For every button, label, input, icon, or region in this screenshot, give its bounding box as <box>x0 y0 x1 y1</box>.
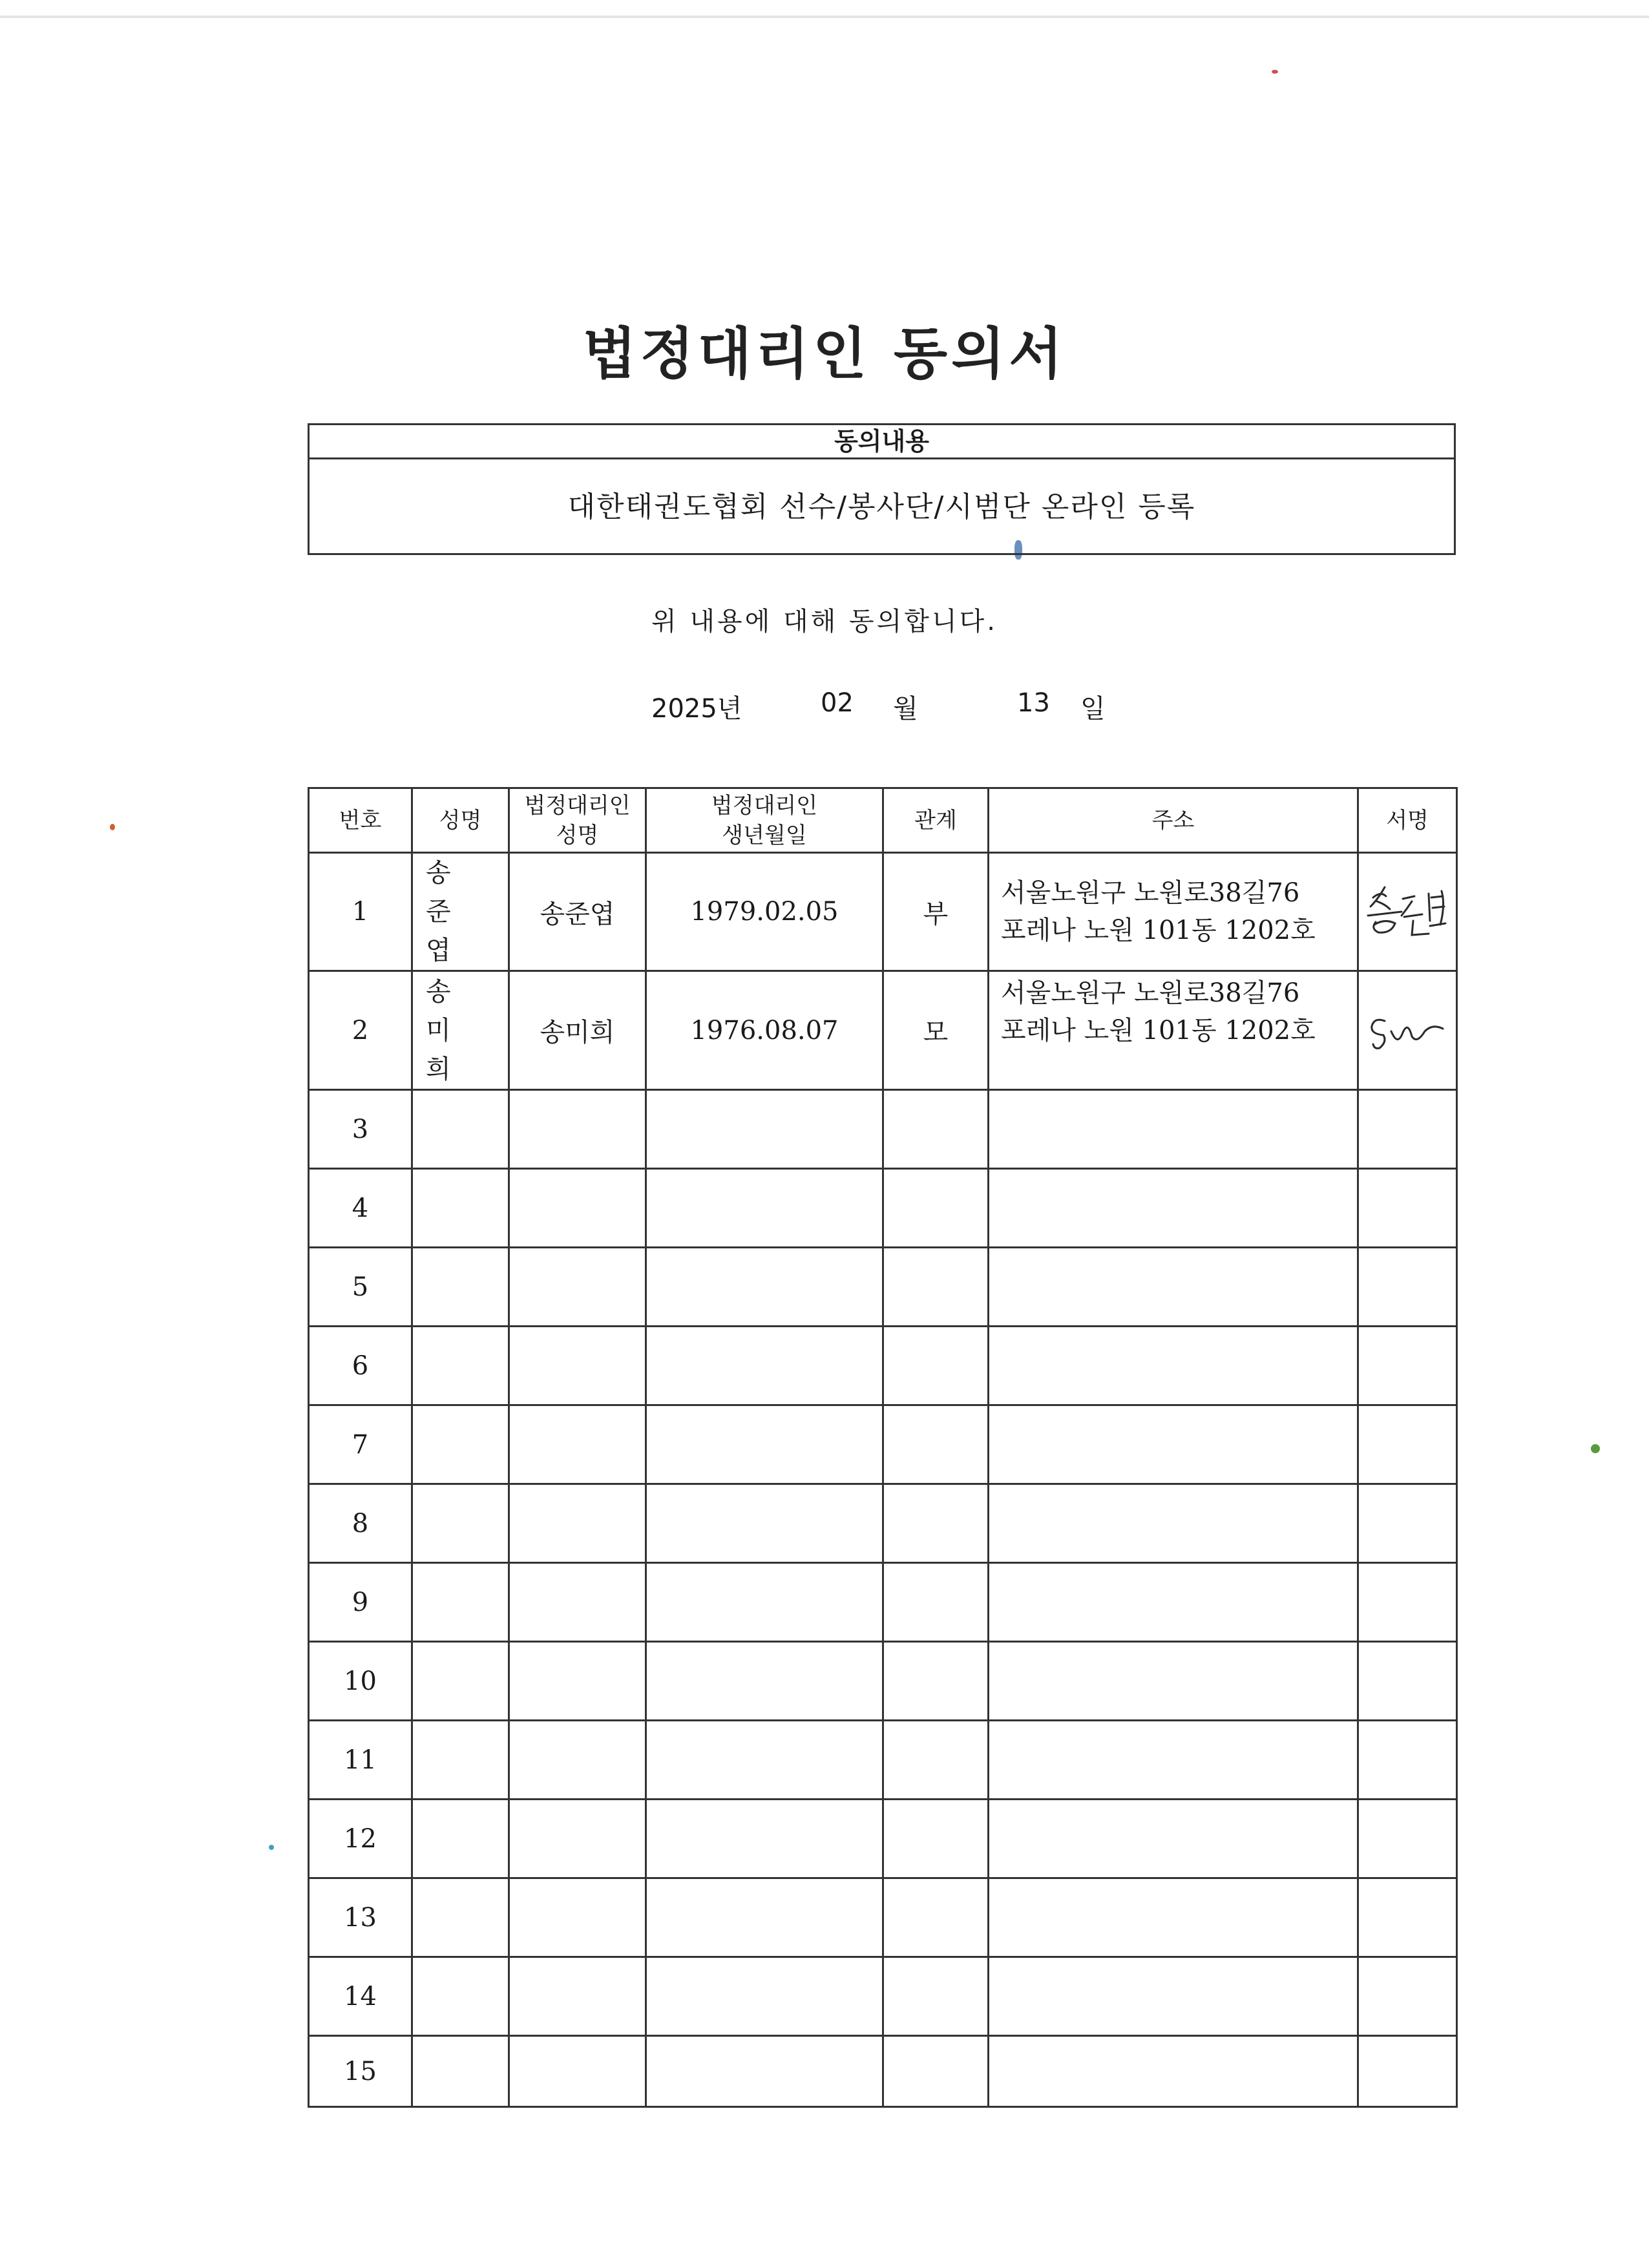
cell-address <box>989 1642 1358 1721</box>
cell-signature <box>1358 1327 1457 1405</box>
cell-signature <box>1358 2036 1457 2107</box>
cell-address <box>989 1090 1358 1169</box>
cell-signature <box>1358 1090 1457 1169</box>
cell-address <box>989 1169 1358 1248</box>
cell-guardian-birth <box>646 1169 883 1248</box>
cell-address <box>989 1800 1358 1878</box>
cell-name <box>412 1878 509 1957</box>
consent-content: 대한태권도협회 선수/봉사단/시범단 온라인 등록 <box>567 490 1196 523</box>
cell-signature <box>1358 1721 1457 1800</box>
cell-name <box>412 1563 509 1642</box>
cell-no: 13 <box>309 1878 412 1957</box>
date-month: 02 <box>821 688 854 718</box>
cell-guardian-birth <box>646 1800 883 1878</box>
cell-guardian-birth <box>646 1090 883 1169</box>
cell-signature <box>1358 1563 1457 1642</box>
document-title: 법정대리인 동의서 <box>582 321 1067 386</box>
cell-guardian-name <box>509 1642 646 1721</box>
cell-name <box>412 1327 509 1405</box>
table-row <box>309 1957 1457 2036</box>
cell-guardian-birth: 1979.02.05 <box>646 853 883 971</box>
agreement-text: 위 내용에 대해 동의합니다. <box>651 607 998 636</box>
cell-guardian-name <box>509 1563 646 1642</box>
scan-speck <box>269 1845 274 1850</box>
cell-no: 5 <box>309 1248 412 1327</box>
cell-address: 서울노원구 노원로38길76 포레나 노원 101동 1202호 <box>989 971 1358 1090</box>
cell-name <box>412 1405 509 1484</box>
cell-guardian-name <box>509 2036 646 2107</box>
table-row <box>309 1563 1457 1642</box>
cell-relation <box>883 1090 989 1169</box>
cell-relation <box>883 2036 989 2107</box>
header-guardian-birth: 법정대리인 생년월일 <box>646 788 883 853</box>
cell-name <box>412 1169 509 1248</box>
cell-relation <box>883 1248 989 1327</box>
cell-signature <box>1358 971 1457 1090</box>
cell-guardian-name <box>509 1248 646 1327</box>
cell-relation <box>883 1800 989 1878</box>
cell-guardian-name <box>509 1878 646 1957</box>
cell-guardian-name <box>509 1169 646 1248</box>
scan-speck <box>1272 70 1278 74</box>
cell-guardian-birth <box>646 1957 883 2036</box>
cell-name <box>412 1957 509 2036</box>
scan-speck <box>110 824 115 830</box>
consent-box <box>308 423 1456 555</box>
cell-address <box>989 2036 1358 2107</box>
cell-no: 12 <box>309 1800 412 1878</box>
table-row <box>309 1642 1457 1721</box>
cell-guardian-birth <box>646 1642 883 1721</box>
scan-edge <box>0 16 1649 18</box>
cell-no: 2 <box>309 971 412 1090</box>
cell-no: 3 <box>309 1090 412 1169</box>
cell-address <box>989 1327 1358 1405</box>
cell-signature <box>1358 1957 1457 2036</box>
cell-no: 15 <box>309 2036 412 2107</box>
table-row <box>309 1800 1457 1878</box>
date-day: 13 <box>1017 688 1050 718</box>
header-no: 번호 <box>309 788 412 853</box>
cell-relation <box>883 1327 989 1405</box>
cell-guardian-name: 송준엽 <box>509 853 646 971</box>
header-guardian-name: 법정대리인 성명 <box>509 788 646 853</box>
cell-guardian-birth <box>646 1563 883 1642</box>
cell-relation <box>883 1169 989 1248</box>
cell-no: 6 <box>309 1327 412 1405</box>
table-row <box>309 1405 1457 1484</box>
cell-guardian-name <box>509 1484 646 1563</box>
cell-address <box>989 1405 1358 1484</box>
cell-signature <box>1358 1878 1457 1957</box>
date-day-unit: 일 <box>1080 694 1106 724</box>
header-name: 성명 <box>412 788 509 853</box>
cell-address <box>989 1248 1358 1327</box>
date-month-unit: 월 <box>893 694 918 724</box>
cell-relation <box>883 1484 989 1563</box>
table-row <box>309 2036 1457 2107</box>
handwritten-signature <box>1365 1002 1449 1060</box>
cell-no: 10 <box>309 1642 412 1721</box>
cell-signature <box>1358 1169 1457 1248</box>
cell-no: 11 <box>309 1721 412 1800</box>
cell-name <box>412 1484 509 1563</box>
cell-address <box>989 1484 1358 1563</box>
cell-relation <box>883 1405 989 1484</box>
cell-name <box>412 1642 509 1721</box>
cell-name <box>412 1800 509 1878</box>
header-signature: 서명 <box>1358 788 1457 853</box>
cell-name: 송 준 엽 <box>412 853 509 971</box>
cell-name: 송 미 희 <box>412 971 509 1090</box>
cell-relation: 부 <box>883 853 989 971</box>
cell-guardian-birth <box>646 1878 883 1957</box>
header-relation: 관계 <box>883 788 989 853</box>
cell-address <box>989 1563 1358 1642</box>
cell-relation <box>883 1721 989 1800</box>
cell-relation <box>883 1563 989 1642</box>
cell-signature <box>1358 853 1457 971</box>
cell-guardian-birth <box>646 2036 883 2107</box>
cell-guardian-birth <box>646 1327 883 1405</box>
date-year: 2025년 <box>651 694 742 724</box>
cell-name <box>412 1248 509 1327</box>
cell-address <box>989 1878 1358 1957</box>
cell-signature <box>1358 1405 1457 1484</box>
cell-no: 1 <box>309 853 412 971</box>
cell-guardian-birth <box>646 1721 883 1800</box>
header-address: 주소 <box>989 788 1358 853</box>
table-row <box>309 1721 1457 1800</box>
cell-guardian-name: 송미희 <box>509 971 646 1090</box>
cell-guardian-birth <box>646 1248 883 1327</box>
cell-no: 14 <box>309 1957 412 2036</box>
cell-guardian-name <box>509 1327 646 1405</box>
table-row <box>309 1878 1457 1957</box>
cell-guardian-birth <box>646 1484 883 1563</box>
cell-guardian-name <box>509 1405 646 1484</box>
cell-signature <box>1358 1484 1457 1563</box>
cell-guardian-name <box>509 1090 646 1169</box>
cell-guardian-name <box>509 1800 646 1878</box>
cell-no: 7 <box>309 1405 412 1484</box>
cell-name <box>412 2036 509 2107</box>
cell-guardian-birth: 1976.08.07 <box>646 971 883 1090</box>
cell-relation: 모 <box>883 971 989 1090</box>
cell-signature <box>1358 1642 1457 1721</box>
guardian-table <box>308 787 1458 2108</box>
cell-signature <box>1358 1248 1457 1327</box>
cell-signature <box>1358 1800 1457 1878</box>
cell-name <box>412 1721 509 1800</box>
consent-header: 동의내용 <box>310 425 1454 459</box>
handwritten-signature <box>1365 879 1449 944</box>
cell-no: 8 <box>309 1484 412 1563</box>
cell-no: 9 <box>309 1563 412 1642</box>
table-row <box>309 971 1457 1090</box>
cell-guardian-name <box>509 1957 646 2036</box>
table-row <box>309 1090 1457 1169</box>
cell-relation <box>883 1878 989 1957</box>
cell-address <box>989 1721 1358 1800</box>
table-row <box>309 1484 1457 1563</box>
cell-relation <box>883 1642 989 1721</box>
table-row <box>309 1248 1457 1327</box>
cell-address <box>989 1957 1358 2036</box>
table-row <box>309 1327 1457 1405</box>
cell-name <box>412 1090 509 1169</box>
scan-speck <box>1591 1444 1600 1453</box>
table-row <box>309 853 1457 971</box>
cell-no: 4 <box>309 1169 412 1248</box>
cell-guardian-birth <box>646 1405 883 1484</box>
cell-guardian-name <box>509 1721 646 1800</box>
cell-address: 서울노원구 노원로38길76 포레나 노원 101동 1202호 <box>989 853 1358 971</box>
table-row <box>309 1169 1457 1248</box>
table-header-row <box>309 788 1457 853</box>
cell-relation <box>883 1957 989 2036</box>
